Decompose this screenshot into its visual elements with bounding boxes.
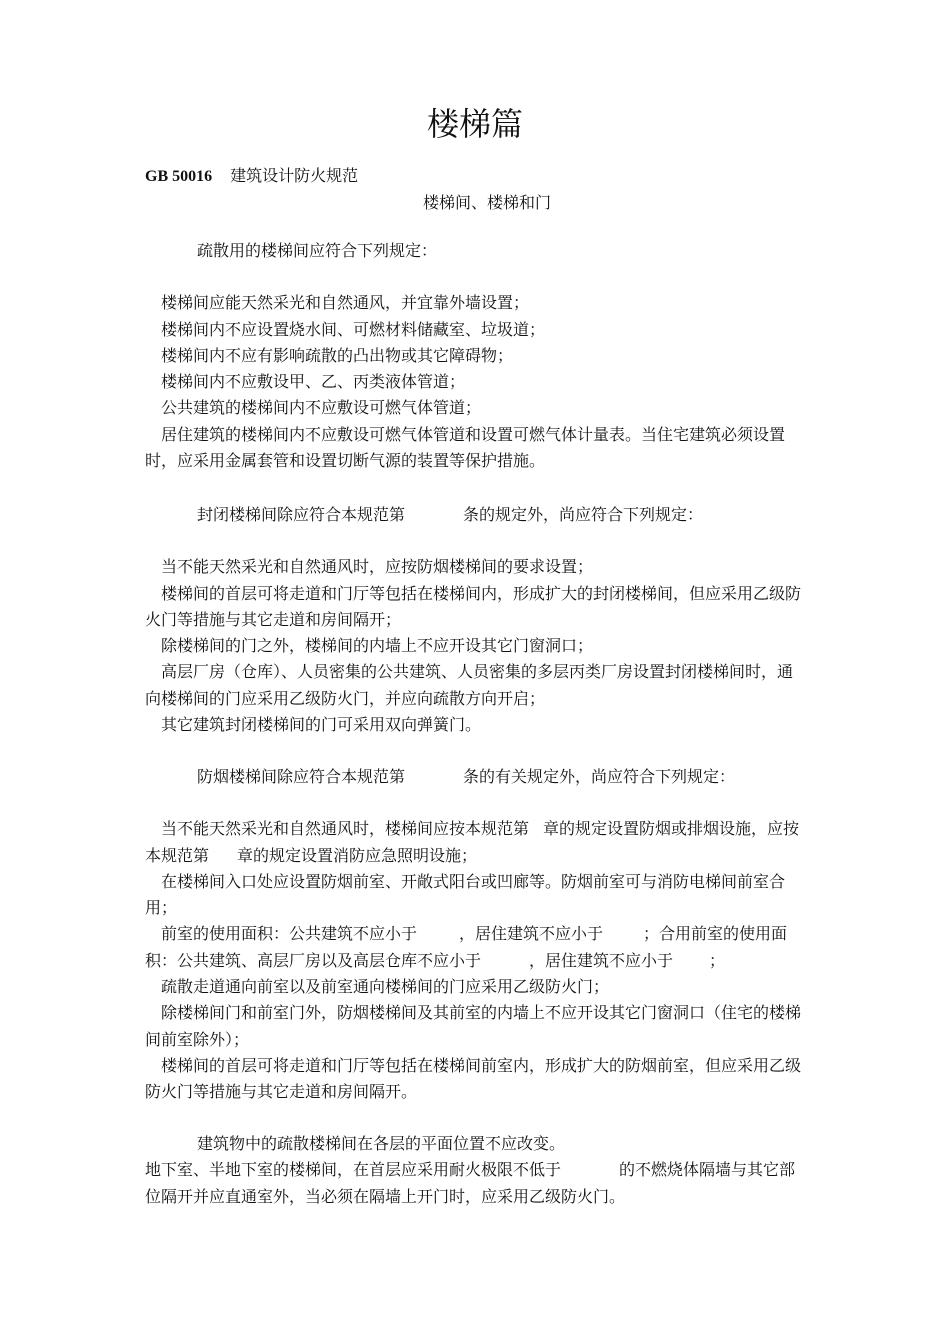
item-text: ，居住建筑不应小于: [529, 950, 674, 970]
group-intro: 疏散用的楼梯间应符合下列规定：: [197, 241, 438, 260]
list-item: 楼梯间应能天然采光和自然通风，并宜靠外墙设置；: [161, 293, 530, 313]
paragraph-text: 的不燃烧体隔墙与其它部位隔开并应直通室外，当必须在隔墙上开门时，应采用乙级防火门。: [145, 1160, 796, 1206]
standard-code: GB 50016: [145, 168, 213, 185]
list-item: [145, 921, 807, 974]
list-item: 公共建筑的楼梯间内不应敷设可燃气体管道；: [161, 398, 482, 418]
item-text: ；合用前室的使用面积：公共建筑、高层厂房以及高层仓库不应小于: [145, 924, 788, 970]
item-text: ；: [709, 950, 726, 970]
paragraph: [145, 1157, 807, 1210]
standard-header: [145, 162, 358, 191]
group-stair-general: [145, 238, 807, 474]
list-item: 楼梯间的首层可将走道和门厅等包括在楼梯间内，形成扩大的封闭楼梯间，但应采用乙级防火门等措施与其它走道和房间隔开；: [145, 583, 802, 629]
list-item: 高层厂房（仓库）、人员密集的公共建筑、人员密集的多层丙类厂房设置封闭楼梯间时，通向楼梯间的门应采用乙级防火门，并应向疏散方向开启；: [145, 662, 794, 708]
group-intro: [145, 502, 807, 528]
list-item: 楼梯间的首层可将走道和门厅等包括在楼梯间前室内，形成扩大的防烟前室，但应采用乙级防火门等措施与其它走道和房间隔开。: [145, 1055, 802, 1102]
list-item: 在楼梯间入口处应设置防烟前室、开敞式阳台或凹廊等。防烟前室可与消防电梯间前室合用；: [145, 871, 786, 918]
list-item: 当不能天然采光和自然通风时，应按防烟楼梯间的要求设置；: [161, 557, 594, 577]
intro-text: 条的规定外，尚应符合下列规定：: [463, 505, 704, 524]
group-stair-position: [145, 1131, 807, 1210]
group-smoke-proof-stair: [145, 764, 807, 1106]
item-text: ，居住建筑不应小于: [459, 924, 604, 944]
intro-text: 封闭楼梯间除应符合本规范第: [197, 505, 406, 524]
list-item: 楼梯间内不应有影响疏散的凸出物或其它障碍物；: [161, 345, 514, 365]
list-item: 除楼梯间的门之外，楼梯间的内墙上不应开设其它门窗洞口；: [161, 636, 594, 656]
group-intro: 建筑物中的疏散楼梯间在各层的平面位置不应改变。: [197, 1134, 566, 1153]
list-item: [145, 816, 807, 869]
page-title: 楼梯篇: [426, 105, 523, 143]
group-intro: [145, 764, 807, 790]
paragraph-text: 地下室、半地下室的楼梯间，在首层应采用耐火极限不低于: [145, 1160, 562, 1180]
item-text: 当不能天然采光和自然通风时，楼梯间应按本规范第: [161, 819, 530, 839]
item-text: 章的规定设置防烟或排烟设施，应按本规范第: [145, 819, 800, 865]
intro-text: 条的有关规定外，尚应符合下列规定：: [463, 767, 736, 786]
list-item: 疏散走道通向前室以及前室通向楼梯间的门应采用乙级防火门；: [161, 977, 610, 997]
item-text: 前室的使用面积：公共建筑不应小于: [161, 924, 418, 944]
intro-text: 防烟楼梯间除应符合本规范第: [197, 767, 406, 786]
group-enclosed-stair: [145, 502, 807, 738]
standard-name: 建筑设计防火规范: [230, 166, 359, 185]
list-item: 其它建筑封闭楼梯间的门可采用双向弹簧门。: [161, 715, 482, 735]
list-item: 除楼梯间门和前室门外，防烟楼梯间及其前室的内墙上不应开设其它门窗洞口（住宅的楼梯间前室除外）；: [145, 1003, 802, 1049]
section-title: 楼梯间、楼梯和门: [423, 193, 552, 212]
list-item: 楼梯间内不应敷设甲、乙、丙类液体管道；: [161, 372, 466, 392]
list-item: 楼梯间内不应设置烧水间、可燃材料储藏室、垃圾道；: [161, 319, 546, 339]
list-item: 居住建筑的楼梯间内不应敷设可燃气体管道和设置可燃气体计量表。当住宅建筑必须设置时，应采用金属套管和设置切断气源的装置等保护措施。: [145, 424, 786, 471]
item-text: 章的规定设置消防应急照明设施；: [237, 845, 478, 865]
